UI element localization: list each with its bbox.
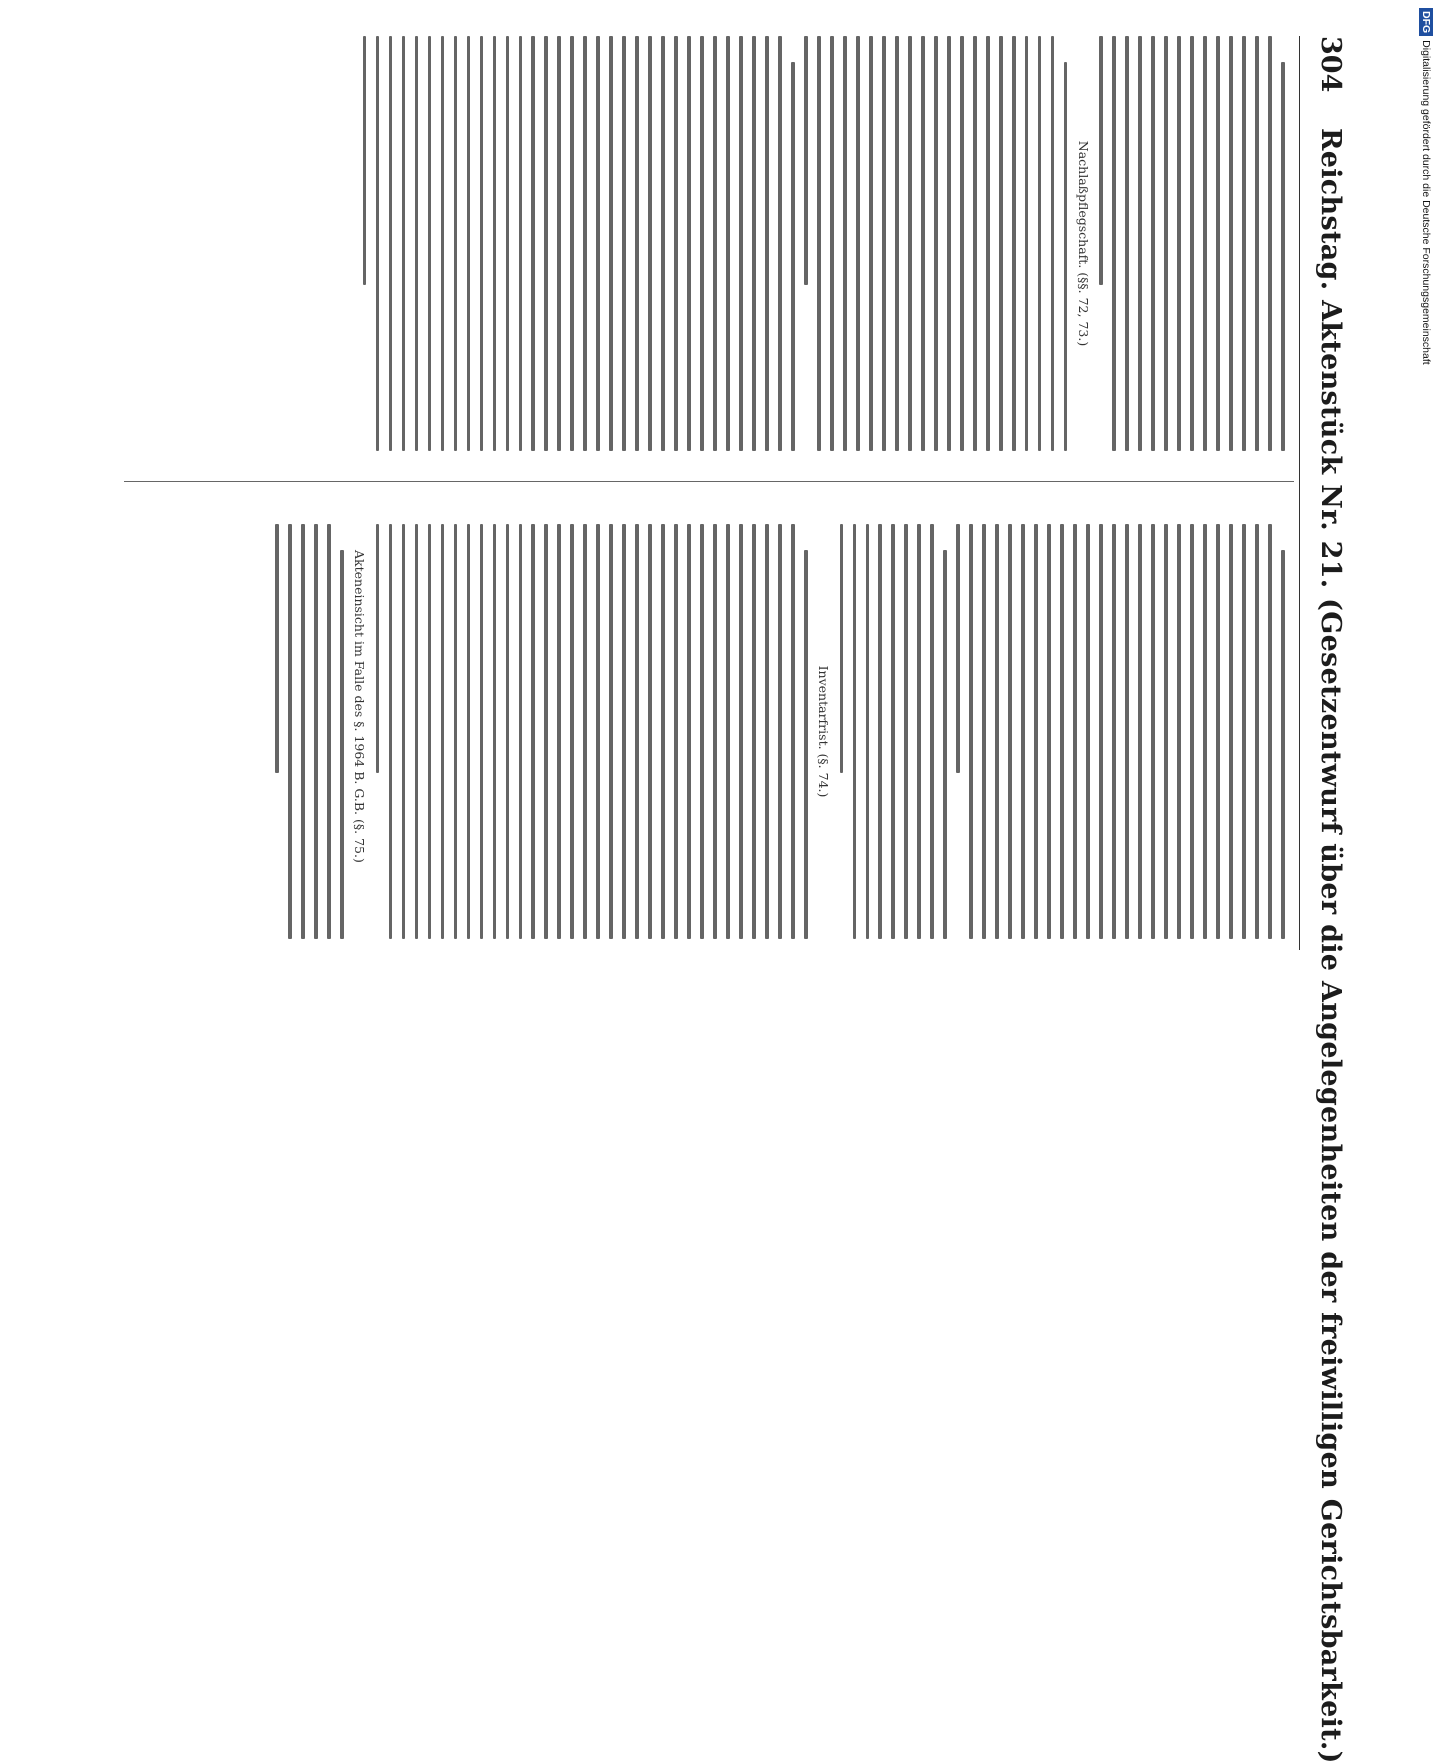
text-line bbox=[804, 36, 808, 285]
text-line bbox=[853, 524, 857, 939]
text-line bbox=[506, 36, 510, 451]
text-line bbox=[493, 524, 497, 939]
text-line bbox=[1255, 524, 1259, 939]
text-line bbox=[275, 524, 279, 773]
text-line bbox=[1125, 524, 1129, 939]
text-line bbox=[713, 36, 717, 451]
text-line bbox=[1125, 36, 1129, 451]
text-line bbox=[1051, 36, 1055, 451]
text-line bbox=[480, 524, 484, 939]
text-line bbox=[986, 36, 990, 451]
text-line bbox=[869, 36, 873, 451]
text-line bbox=[778, 36, 782, 451]
text-line bbox=[519, 36, 523, 451]
text-line bbox=[1060, 524, 1064, 939]
dfg-logo: DFG bbox=[1419, 8, 1433, 36]
text-line bbox=[1216, 36, 1220, 451]
text-line bbox=[817, 36, 821, 451]
text-line bbox=[713, 524, 717, 939]
text-line bbox=[376, 524, 380, 773]
text-line bbox=[635, 36, 639, 451]
text-line bbox=[882, 36, 886, 451]
text-line bbox=[519, 524, 523, 939]
text-line bbox=[904, 524, 908, 939]
text-line bbox=[973, 36, 977, 451]
text-line bbox=[1099, 524, 1103, 939]
text-line bbox=[402, 524, 406, 939]
text-line bbox=[934, 36, 938, 451]
text-line bbox=[1008, 524, 1012, 939]
text-line bbox=[700, 36, 704, 451]
text-line bbox=[1242, 524, 1246, 939]
text-line bbox=[1229, 36, 1233, 451]
text-line bbox=[674, 524, 678, 939]
text-line bbox=[1190, 36, 1194, 451]
text-line bbox=[1242, 36, 1246, 451]
text-line bbox=[583, 524, 587, 939]
text-line bbox=[1112, 36, 1116, 451]
text-line bbox=[1268, 36, 1272, 451]
text-line bbox=[752, 36, 756, 451]
running-head: Reichstag. Aktenstück Nr. 21. (Gesetzentwurf über die Angelegenheiten der freiwilligen Gerichtsbarkeit.) bbox=[1315, 128, 1346, 1764]
text-line bbox=[1073, 524, 1077, 939]
text-line bbox=[1177, 36, 1181, 451]
text-line bbox=[674, 36, 678, 451]
text-line bbox=[726, 524, 730, 939]
text-line bbox=[1164, 524, 1168, 939]
text-line bbox=[1281, 550, 1285, 939]
text-line bbox=[1112, 524, 1116, 939]
text-line bbox=[969, 524, 973, 939]
text-line bbox=[415, 524, 419, 939]
text-line bbox=[493, 36, 497, 451]
text-line bbox=[402, 36, 406, 451]
text-line bbox=[856, 36, 860, 451]
text-line bbox=[1177, 524, 1181, 939]
text-column-right bbox=[124, 524, 1294, 939]
text-line bbox=[830, 36, 834, 451]
text-line bbox=[301, 524, 305, 939]
text-line bbox=[480, 36, 484, 451]
text-line bbox=[454, 524, 458, 939]
text-line bbox=[609, 524, 613, 939]
text-line bbox=[843, 36, 847, 451]
text-line bbox=[840, 524, 844, 773]
text-line bbox=[532, 36, 536, 451]
text-line bbox=[700, 524, 704, 939]
text-line bbox=[947, 36, 951, 451]
text-line bbox=[879, 524, 883, 939]
text-line bbox=[661, 524, 665, 939]
text-line bbox=[314, 524, 318, 939]
text-line bbox=[726, 36, 730, 451]
text-line bbox=[765, 36, 769, 451]
section-heading: Inventarfrist. (§. 74.) bbox=[816, 665, 832, 798]
section-heading: Nachlaßpflegschaft. (§§. 72, 73.) bbox=[1075, 140, 1091, 347]
text-line bbox=[1064, 62, 1068, 451]
text-line bbox=[454, 36, 458, 451]
text-line bbox=[1099, 36, 1103, 285]
text-line bbox=[804, 550, 808, 939]
text-line bbox=[765, 524, 769, 939]
text-line bbox=[1203, 36, 1207, 451]
text-line bbox=[389, 36, 393, 451]
text-column-left bbox=[124, 36, 1294, 451]
section-heading: Akteneinsicht im Falle des §. 1964 B. G.B. (§. 75.) bbox=[352, 550, 368, 863]
text-line bbox=[1281, 62, 1285, 451]
text-line bbox=[622, 36, 626, 451]
text-line bbox=[557, 36, 561, 451]
text-line bbox=[467, 524, 471, 939]
text-line bbox=[866, 524, 870, 939]
text-line bbox=[1025, 36, 1029, 451]
text-line bbox=[635, 524, 639, 939]
text-line bbox=[557, 524, 561, 939]
text-line bbox=[596, 36, 600, 451]
text-line bbox=[1038, 36, 1042, 451]
text-line bbox=[428, 36, 432, 451]
text-line bbox=[930, 524, 934, 939]
text-line bbox=[648, 36, 652, 451]
text-line bbox=[583, 36, 587, 451]
text-line bbox=[1229, 524, 1233, 939]
text-line bbox=[917, 524, 921, 939]
text-line bbox=[895, 36, 899, 451]
header-rule bbox=[1299, 36, 1300, 950]
text-line bbox=[648, 524, 652, 939]
text-line bbox=[609, 36, 613, 451]
text-line bbox=[778, 524, 782, 939]
text-line bbox=[921, 36, 925, 451]
text-line bbox=[739, 524, 743, 939]
text-line bbox=[1164, 36, 1168, 451]
text-line bbox=[1268, 524, 1272, 939]
text-line bbox=[506, 524, 510, 939]
text-line bbox=[544, 524, 548, 939]
text-line bbox=[943, 550, 947, 939]
text-line bbox=[687, 524, 691, 939]
text-line bbox=[376, 36, 380, 451]
digitization-credit bbox=[1419, 8, 1433, 708]
text-line bbox=[389, 524, 393, 939]
text-line bbox=[428, 524, 432, 939]
text-line bbox=[415, 36, 419, 451]
text-line bbox=[1151, 36, 1155, 451]
text-line bbox=[1138, 524, 1142, 939]
text-line bbox=[544, 36, 548, 451]
text-line bbox=[791, 524, 795, 939]
text-line bbox=[327, 524, 331, 939]
text-line bbox=[532, 524, 536, 939]
text-line bbox=[1216, 524, 1220, 939]
column-divider bbox=[124, 481, 1294, 482]
page-header bbox=[1302, 36, 1346, 1764]
text-line bbox=[1086, 524, 1090, 939]
text-line bbox=[960, 36, 964, 451]
text-line bbox=[1021, 524, 1025, 939]
text-line bbox=[570, 524, 574, 939]
page-number: 304 bbox=[1315, 36, 1346, 93]
text-line bbox=[1034, 524, 1038, 939]
text-line bbox=[1255, 36, 1259, 451]
text-line bbox=[441, 524, 445, 939]
text-line bbox=[891, 524, 895, 939]
text-line bbox=[999, 36, 1003, 451]
text-line bbox=[1190, 524, 1194, 939]
text-line bbox=[982, 524, 986, 939]
text-line bbox=[661, 36, 665, 451]
text-line bbox=[622, 524, 626, 939]
text-line bbox=[1203, 524, 1207, 939]
text-line bbox=[1012, 36, 1016, 451]
text-line bbox=[596, 524, 600, 939]
text-line bbox=[1138, 36, 1142, 451]
text-line bbox=[467, 36, 471, 451]
text-line bbox=[363, 36, 367, 285]
text-line bbox=[288, 524, 292, 939]
text-line bbox=[956, 524, 960, 773]
text-line bbox=[570, 36, 574, 451]
text-line bbox=[441, 36, 445, 451]
text-line bbox=[791, 62, 795, 451]
text-line bbox=[1047, 524, 1051, 939]
text-line bbox=[687, 36, 691, 451]
text-line bbox=[340, 550, 344, 939]
text-line bbox=[752, 524, 756, 939]
text-line bbox=[995, 524, 999, 939]
text-line bbox=[1151, 524, 1155, 939]
credit-text: Digitalisierung gefördert durch die Deutsche Forschungsgemeinschaft bbox=[1420, 40, 1432, 365]
text-line bbox=[739, 36, 743, 451]
text-line bbox=[908, 36, 912, 451]
